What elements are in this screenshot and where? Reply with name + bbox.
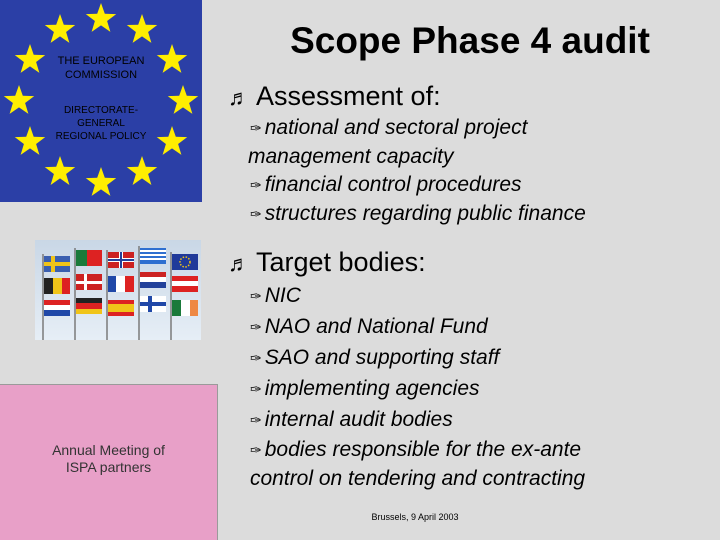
list-item-continuation: management capacity (248, 145, 454, 168)
pen-bullet-icon: ✑ (250, 412, 262, 428)
list-item-text: financial control procedures (264, 173, 522, 196)
list-item-text: implementing agencies (264, 377, 480, 400)
list-item (250, 343, 690, 374)
heading-text: Assessment of: (256, 81, 441, 111)
list-item (250, 405, 690, 436)
pen-bullet-icon: ✑ (250, 381, 262, 397)
list-item-text: bodies responsible for the ex-ante (264, 438, 582, 461)
assessment-list (250, 114, 690, 229)
flags-icon (35, 240, 201, 340)
section-heading-assessment (228, 80, 441, 114)
list-item (250, 200, 690, 229)
eu-flags-photo (35, 240, 201, 340)
pen-bullet-icon: ✑ (250, 319, 262, 335)
eu-star-icon (45, 156, 75, 185)
eu-stars-icon (0, 0, 202, 202)
music-note-icon: ♬ (228, 85, 250, 110)
list-item-text: internal audit bodies (264, 408, 453, 431)
caption-line1: Annual Meeting of (52, 442, 165, 458)
list-item-continuation: control on tendering and contracting (250, 467, 586, 490)
list-item (250, 171, 690, 200)
caption-line2: ISPA partners (65, 459, 152, 475)
slide-title: Scope Phase 4 audit (290, 20, 650, 61)
logo-line3: DIRECTORATE- (63, 105, 139, 116)
footer-date: Brussels, 9 April 2003 (371, 512, 459, 522)
list-item-text: NIC (264, 284, 301, 307)
eu-star-icon (86, 3, 116, 32)
meeting-caption-panel (0, 384, 218, 540)
list-item-text: national and sectoral project (264, 116, 528, 139)
pen-bullet-icon: ✑ (250, 206, 262, 222)
list-item (250, 312, 690, 343)
eu-star-icon (127, 14, 157, 43)
pen-bullet-icon: ✑ (250, 442, 262, 458)
eu-star-icon (86, 167, 116, 196)
list-item-text: NAO and National Fund (264, 315, 488, 338)
pen-bullet-icon: ✑ (250, 288, 262, 304)
list-item (250, 436, 690, 492)
logo-line5: REGIONAL POLICY (55, 131, 147, 142)
music-note-icon: ♬ (228, 251, 250, 276)
section-heading-targets (228, 246, 426, 280)
eu-commission-logo (0, 0, 202, 202)
target-bodies-list (250, 281, 690, 492)
eu-star-icon (127, 156, 157, 185)
logo-commission-text (0, 54, 202, 82)
logo-line1: THE EUROPEAN (57, 55, 145, 67)
heading-text: Target bodies: (256, 247, 426, 277)
logo-line4: GENERAL (77, 118, 125, 129)
pen-bullet-icon: ✑ (250, 120, 262, 136)
list-item (250, 374, 690, 405)
list-item-text: SAO and supporting staff (264, 346, 500, 369)
pen-bullet-icon: ✑ (250, 177, 262, 193)
list-item (250, 114, 690, 171)
logo-dg-text (0, 104, 202, 143)
pen-bullet-icon: ✑ (250, 350, 262, 366)
eu-star-icon (45, 14, 75, 43)
list-item (250, 281, 690, 312)
logo-line2: COMMISSION (64, 69, 138, 81)
meeting-caption (0, 442, 217, 476)
list-item-text: structures regarding public finance (264, 202, 586, 225)
